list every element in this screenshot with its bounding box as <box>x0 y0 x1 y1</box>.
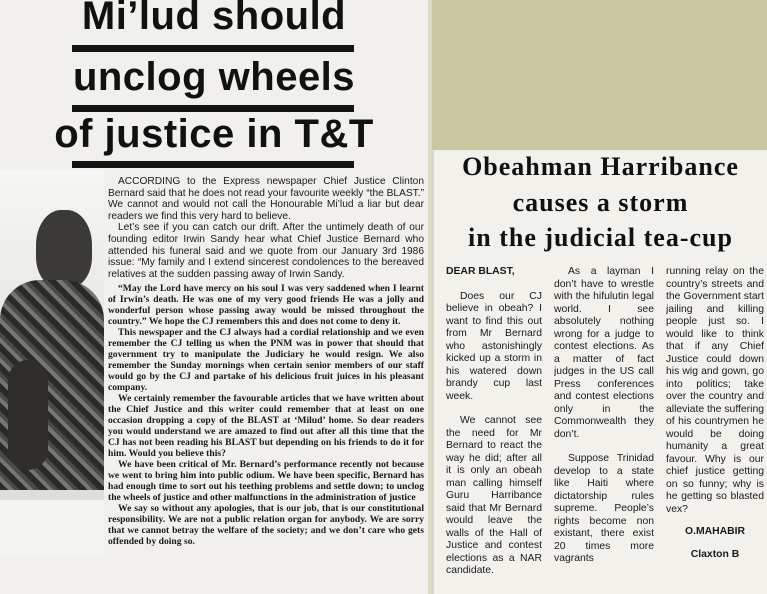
headline-rule <box>72 161 354 168</box>
photo-arm <box>8 360 48 470</box>
letter-headline-line-3: in the judicial tea-cup <box>468 223 733 252</box>
letter-paragraph: Does our CJ believe in obeah? I want to find this out from Mr Bernard who astonishingly kicked up a storm in his watered down brandy cup last week. <box>446 290 542 402</box>
chief-justice-photo <box>0 170 104 558</box>
letter-headline-line-2: causes a storm <box>512 188 689 217</box>
letter-salutation: DEAR BLAST, <box>446 266 515 277</box>
article-intro <box>108 176 424 280</box>
letter-paragraph: running relay on the country’s streets and the Government start jailing and killing people just so. I would like to think that if any Chief Justice could down his wig and gown, go into politics; take over the country and alleviate the suffering of his countrymen he would be doing humanity a great favour. Why is our chief justice getting on so funny; why is he getting so blasted vex? <box>666 266 764 515</box>
right-article <box>434 150 767 594</box>
headline-line-1: Mi’lud should <box>81 0 347 38</box>
letter-column-3 <box>666 266 764 594</box>
letter-headline-line-1: Obeahman Harribance <box>462 152 739 181</box>
letter-column-2 <box>554 266 654 594</box>
letter-column-1 <box>446 266 542 594</box>
photo-head <box>36 210 92 288</box>
headline-rule <box>72 105 354 112</box>
intro-paragraph: ACCORDING to the Express newspaper Chief Justice Clinton Bernard said that he does not read your favourite weekly “the BLAST.” We cannot and would not call the Honourable Mi’lud a liar but dear readers we find this very hard to believe. <box>108 176 424 222</box>
intro-paragraph: Let’s see if you can catch our drift. After the untimely death of our founding editor Irwin Sandy hear what Chief Justice Bernard who attended his funeral said and we quote from our January 3rd 1986 issue: “My family and I extend sincerest condolences to the bereaved relatives at the sudden passing away of Irwin Sandy. <box>108 222 424 280</box>
headline-line-3: of justice in T&T <box>54 112 374 156</box>
article-body <box>108 283 424 547</box>
letter-signer: O.MAHABIR <box>684 526 746 537</box>
body-paragraph: “May the Lord have mercy on his soul I was very saddened when I learnt of Irwin’s death. He was one of my very good friends He was a jolly and wonderful person whose passing away would be missed throughout the country.” We hope the CJ remembers this and does not come to deny it. <box>108 283 424 327</box>
body-paragraph: We have been critical of Mr. Bernard’s performance recently not because we went to bring him into public odium. We have been specific, Bernard has had enough time to sort out his teething problems and settle down; to unclog the wheels of justice and other malfunctions in the administration of justice <box>108 459 424 503</box>
headline-line-2: unclog wheels <box>72 55 356 99</box>
blank-area <box>432 0 767 150</box>
photo-table <box>0 500 104 558</box>
headline-rule <box>72 45 354 52</box>
letter-paragraph: We cannot see the need for Mr Bernard to react the way he did; after all it is only an obeah man calling himself Guru Harribance said that Mr Bernard would leave the walls of the Hall of Justice and contest elections as a NAR candidate. <box>446 415 542 576</box>
body-paragraph: We certainly remember the favourable articles that we have written about the Chief Justice and this writer could remember that at least on one occasion dropping a copy of the BLAST at ‘Milud’ home. So dear readers you would understand we are amazed to find out after all this time that the CJ has not been reading his BLAST but depending on his friends to do it for him. Would you believe this? <box>108 393 424 459</box>
letter-location: Claxton B <box>690 548 740 560</box>
letter-paragraph: As a layman I don’t have to wrestle with the hifulutin legal world. I see absolutely nothing wrong for a judge to contest elections. As a matter of fact judges in the US call Press conferences and contest elections only in the Commonwealth they don’t. <box>554 266 654 440</box>
body-paragraph: This newspaper and the CJ always had a cordial relationship and we even remember the CJ telling us when the PNM was in power that should that government try to manipulate the Judiciary he would resign. We also remember the Sunday mornings when certain senior members of our staff would go by the CJ and partake of his delicious fruit juices in his pleasant company. <box>108 327 424 393</box>
letter-paragraph: Suppose Trinidad develop to a state like Haiti where dictatorship rules supreme. People’s rights become non existant, there exist 20 times more vagrants <box>554 453 654 564</box>
body-paragraph: We say so without any apologies, that is our job, that is our constitutional responsibility. We are not a public relation organ for anybody. We are sorry that we cannot betray the welfare of the society; and we don’t care who gets offended by doing so. <box>108 503 424 547</box>
